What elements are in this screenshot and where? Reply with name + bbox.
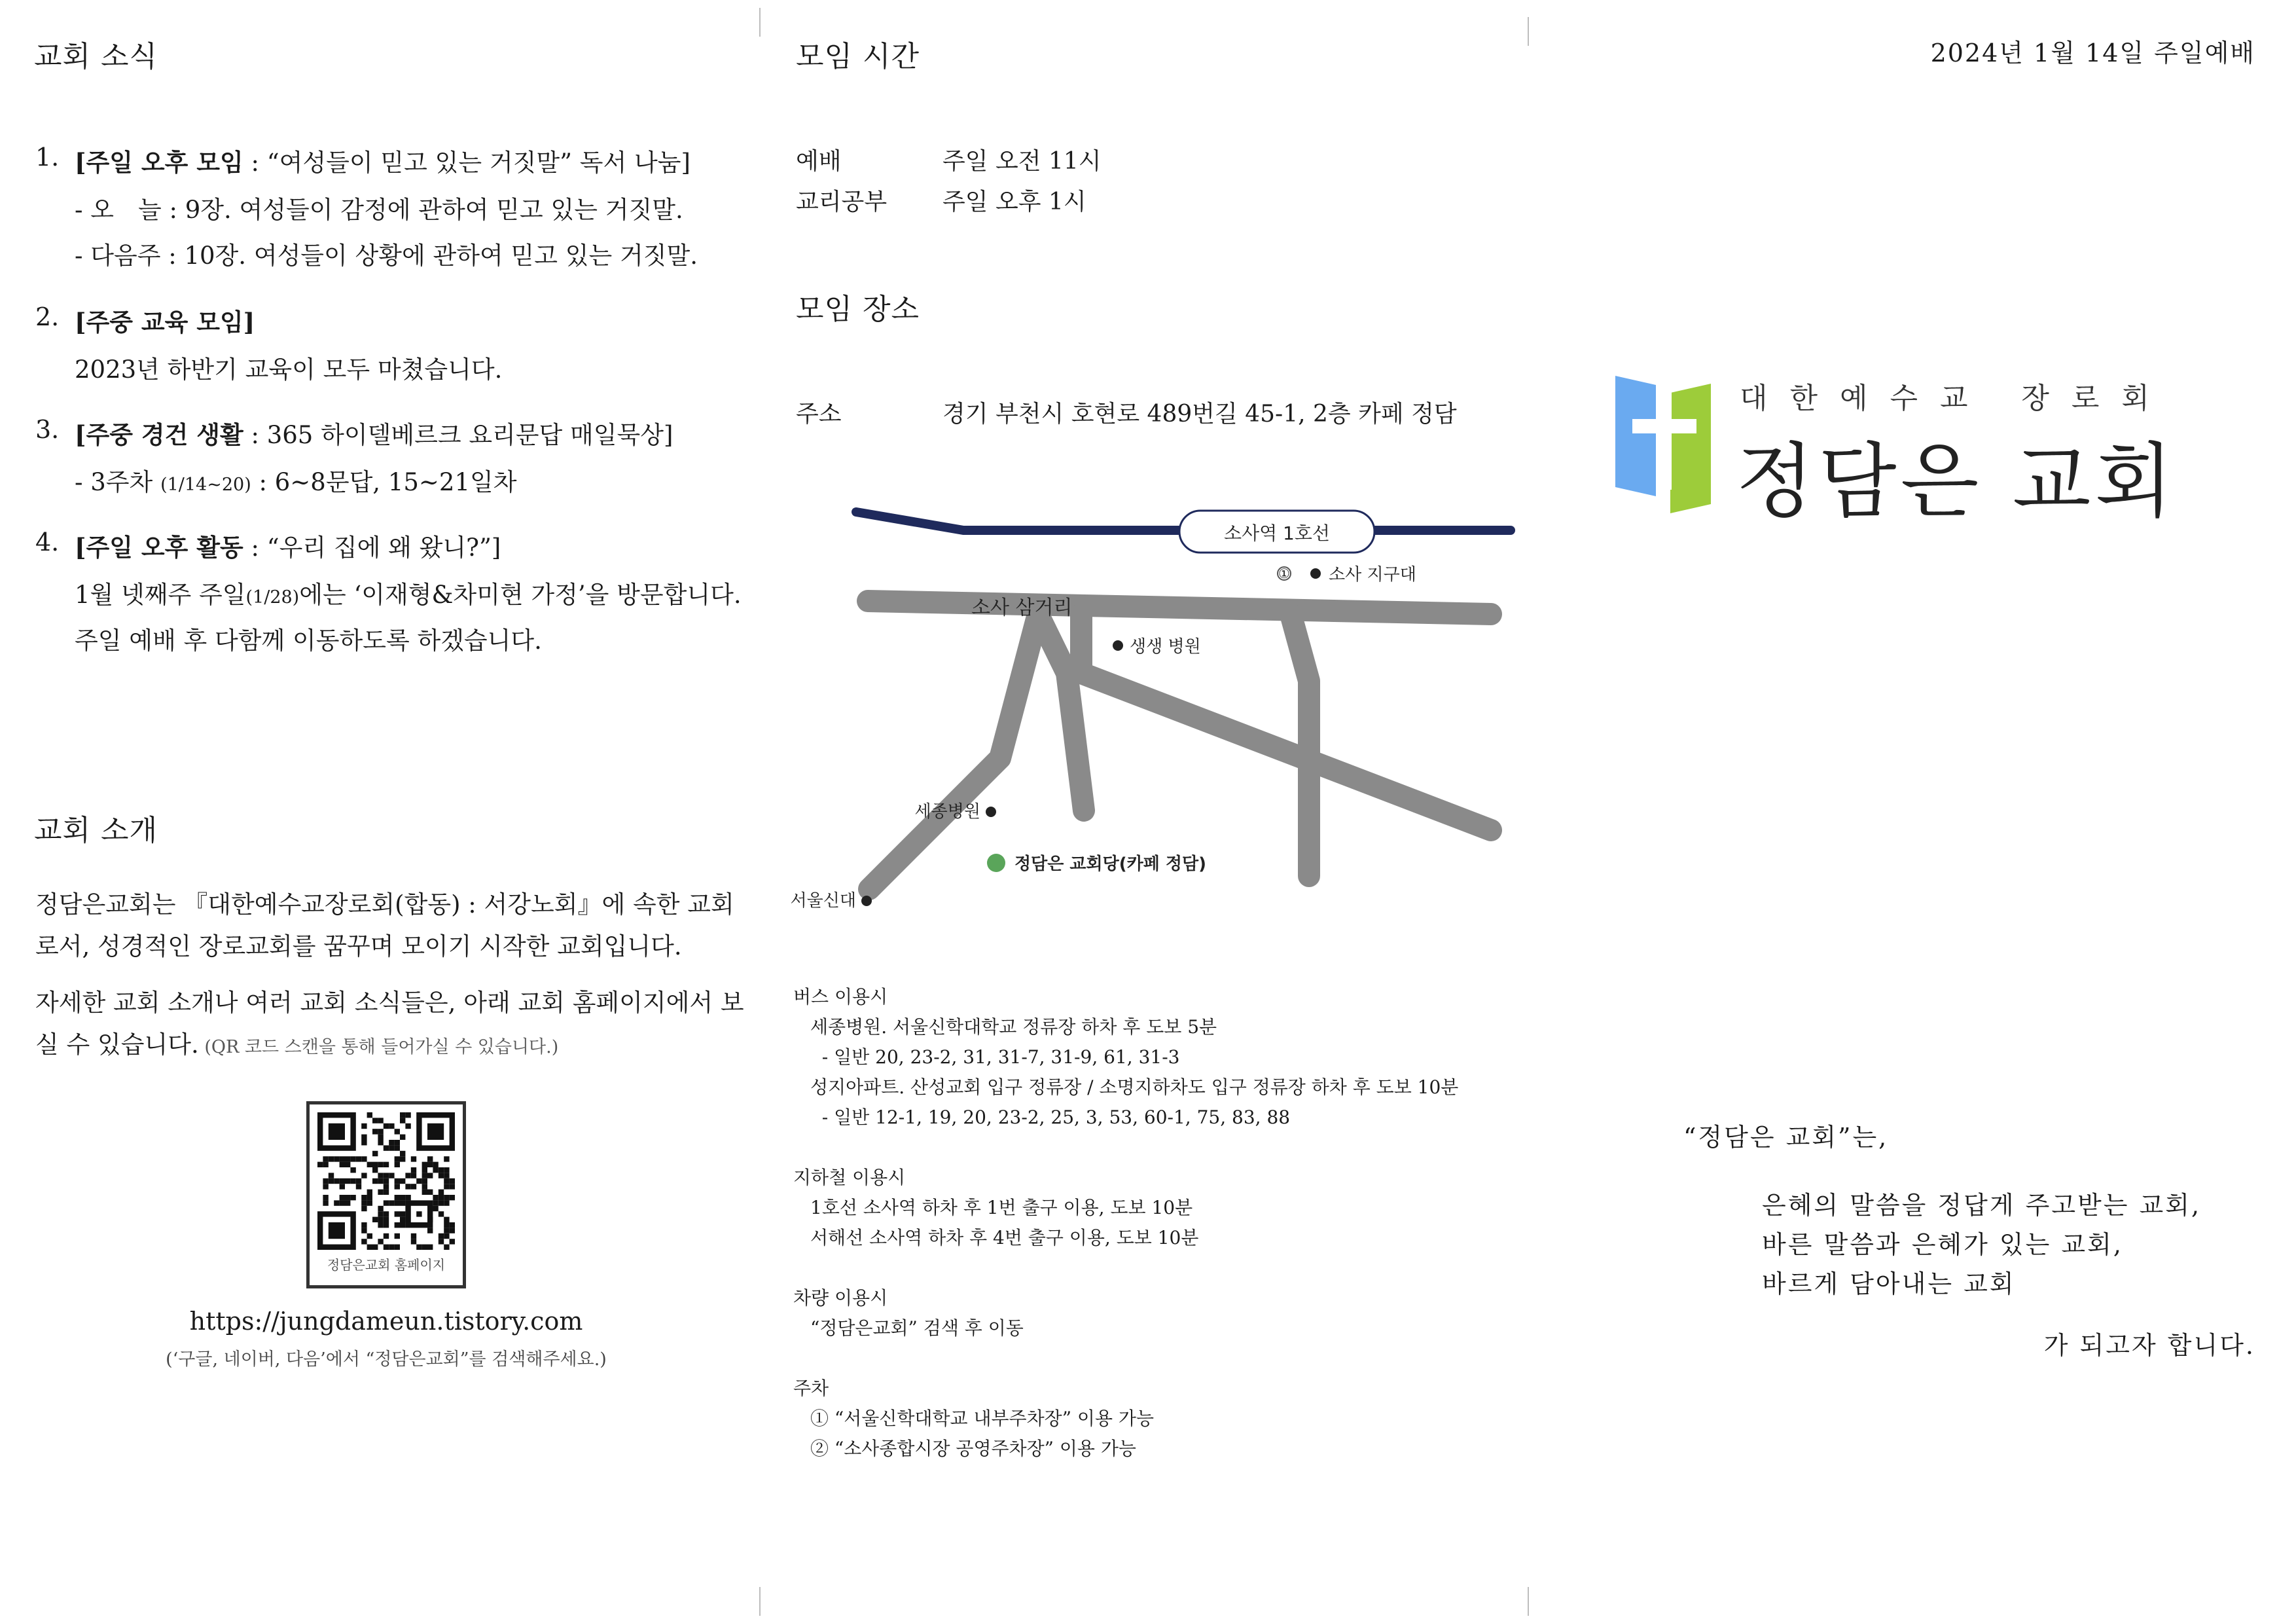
bus-line: 성지아파트. 산성교회 입구 정류장 / 소명지하차도 입구 정류장 하차 후 도보 10분 bbox=[810, 1076, 1459, 1098]
motto-line-2: 바른 말씀과 은혜가 있는 교회, bbox=[1762, 1230, 2123, 1259]
subway-info bbox=[793, 1163, 1198, 1253]
parking-line: ① “서울신학대학교 내부주차장” 이용 가능 bbox=[810, 1408, 1155, 1429]
news-title: [주중 교육 모임] bbox=[75, 308, 255, 337]
news-line: 2023년 하반기 교육이 모두 마쳤습니다. bbox=[75, 356, 503, 384]
subway-line: 1호선 소사역 하차 후 1번 출구 이용, 도보 10분 bbox=[810, 1197, 1193, 1218]
road-main bbox=[868, 601, 1491, 614]
car-line: “정담은교회” 검색 후 이동 bbox=[810, 1317, 1024, 1339]
news-line: - 3주차 (1/14~20) : 6~8문답, 15~21일차 bbox=[75, 468, 517, 496]
motto-intro: “정담은 교회”는, bbox=[1683, 1123, 1889, 1152]
motto-line-1: 은혜의 말씀을 정답게 주고받는 교회, bbox=[1762, 1191, 2202, 1220]
motto-line-3: 바르게 담아내는 교회 bbox=[1762, 1269, 2016, 1298]
news-line: - 다음주 : 10장. 여성들이 상황에 관하여 믿고 있는 거짓말. bbox=[75, 242, 698, 270]
bus-info bbox=[793, 982, 1458, 1133]
fold-mark-bottom-right bbox=[1528, 1587, 1529, 1616]
fold-mark-top-left bbox=[759, 8, 761, 37]
police-label: 소사 지구대 bbox=[1329, 565, 1416, 585]
place-heading: 모임 장소 bbox=[796, 293, 920, 326]
time-label-doctrine: 교리공부 bbox=[796, 189, 888, 215]
station-label: 소사역 1호선 bbox=[1224, 522, 1330, 544]
subway-heading: 지하철 이용시 bbox=[793, 1167, 906, 1188]
news-line: 주일 예배 후 다함께 이동하도록 하겠습니다. bbox=[75, 627, 542, 655]
qr-pattern bbox=[317, 1112, 455, 1250]
church-label: 정담은 교회당(카페 정담) bbox=[1014, 854, 1207, 874]
church-name: 정담은 교회 bbox=[1736, 435, 2178, 529]
bus-line: 세종병원. 서울신학대학교 정류장 하차 후 도보 5분 bbox=[810, 1016, 1217, 1038]
parking-info bbox=[793, 1374, 1154, 1464]
motto-end: 가 되고자 합니다. bbox=[2043, 1331, 2255, 1360]
logo-left-panel bbox=[1615, 376, 1656, 496]
news-line: 1월 넷째주 주일(1/28)에는 ‘이재형&차미현 가정’을 방문합니다. bbox=[75, 581, 742, 609]
news-number: 4. bbox=[35, 528, 60, 556]
qr-caption: 정담은교회 홈페이지 bbox=[327, 1257, 446, 1273]
hospital1-dot bbox=[1113, 640, 1123, 651]
parking-line: ② “소사종합시장 공영주차장” 이용 가능 bbox=[810, 1438, 1136, 1459]
intro-heading: 교회 소개 bbox=[34, 814, 158, 847]
subway-line: 서해선 소사역 하차 후 4번 출구 이용, 도보 10분 bbox=[810, 1227, 1199, 1249]
bus-line: - 일반 20, 23-2, 31, 31-7, 31-9, 61, 31-3 bbox=[810, 1046, 1180, 1068]
hospital2-label: 세종병원 bbox=[914, 802, 980, 822]
news-title: [주중 경건 생활 : 365 하이델베르크 요리문답 매일묵상] bbox=[75, 420, 673, 449]
hospital2-dot bbox=[986, 807, 996, 817]
police-dot bbox=[1310, 568, 1321, 579]
time-heading: 모임 시간 bbox=[796, 40, 920, 73]
exit-marker: ① bbox=[1278, 566, 1290, 581]
junction-label: 소사 삼거리 bbox=[971, 596, 1073, 619]
address-value: 경기 부천시 호현로 489번길 45-1, 2층 카페 정담 bbox=[942, 401, 1457, 428]
news-number: 1. bbox=[35, 143, 60, 172]
time-value-doctrine: 주일 오후 1시 bbox=[942, 189, 1086, 215]
parking-heading: 주차 bbox=[793, 1377, 829, 1399]
time-label-worship: 예배 bbox=[796, 148, 842, 175]
logo-right-panel bbox=[1670, 384, 1711, 513]
news-title: [주일 오후 활동 : “우리 집에 왜 왔니?”] bbox=[75, 533, 501, 562]
qr-code[interactable] bbox=[306, 1101, 466, 1288]
logo-cross-horizontal bbox=[1632, 419, 1696, 433]
homepage-url[interactable]: https://jungdameun.tistory.com bbox=[189, 1307, 583, 1336]
intro-paragraph-1: 정담은교회는 『대한예수교장로회(합동) : 서강노회』에 속한 교회로서, 성경적인 장로교회를 꿈꾸며 모이기 시작한 교회입니다. bbox=[35, 890, 734, 960]
news-heading: 교회 소식 bbox=[34, 40, 158, 73]
university-dot bbox=[861, 896, 872, 906]
news-number: 3. bbox=[35, 415, 60, 444]
denomination-label: 대 한 예 수 교 장 로 회 bbox=[1740, 382, 2156, 415]
intro-paragraph-2: 자세한 교회 소개나 여러 교회 소식들은, 아래 교회 홈페이지에서 보실 수 있습니다. (QR 코드 스캔을 통해 들어가실 수 있습니다.) bbox=[35, 989, 744, 1059]
road-left-diagonal bbox=[869, 614, 1038, 889]
logo-cross-vertical bbox=[1657, 390, 1672, 490]
news-number: 2. bbox=[35, 302, 60, 331]
news-line: - 오 늘 : 9장. 여성들이 감정에 관하여 믿고 있는 거짓말. bbox=[75, 196, 683, 224]
address-label: 주소 bbox=[796, 401, 842, 428]
time-value-worship: 주일 오전 11시 bbox=[942, 148, 1102, 175]
location-map bbox=[785, 484, 1558, 917]
fold-mark-bottom-left bbox=[759, 1587, 761, 1616]
car-info bbox=[793, 1283, 1024, 1343]
service-date: 2024년 1월 14일 주일예배 bbox=[1930, 39, 2255, 67]
church-logo-icon bbox=[1615, 376, 1715, 513]
bus-line: - 일반 12-1, 19, 20, 23-2, 25, 3, 53, 60-1, 75, 83, 88 bbox=[810, 1106, 1291, 1128]
hospital1-label: 생생 병원 bbox=[1130, 637, 1201, 657]
news-title: [주일 오후 모임 : “여성들이 믿고 있는 거짓말” 독서 나눔] bbox=[75, 148, 691, 177]
car-heading: 차량 이용시 bbox=[793, 1287, 888, 1309]
homepage-search-note: (‘구글, 네이버, 다음’에서 “정담은교회”를 검색해주세요.) bbox=[166, 1349, 607, 1370]
university-label: 서울신대 bbox=[790, 891, 856, 911]
church-dot bbox=[987, 854, 1005, 872]
bus-heading: 버스 이용시 bbox=[793, 986, 888, 1008]
fold-mark-top-right bbox=[1528, 17, 1529, 46]
